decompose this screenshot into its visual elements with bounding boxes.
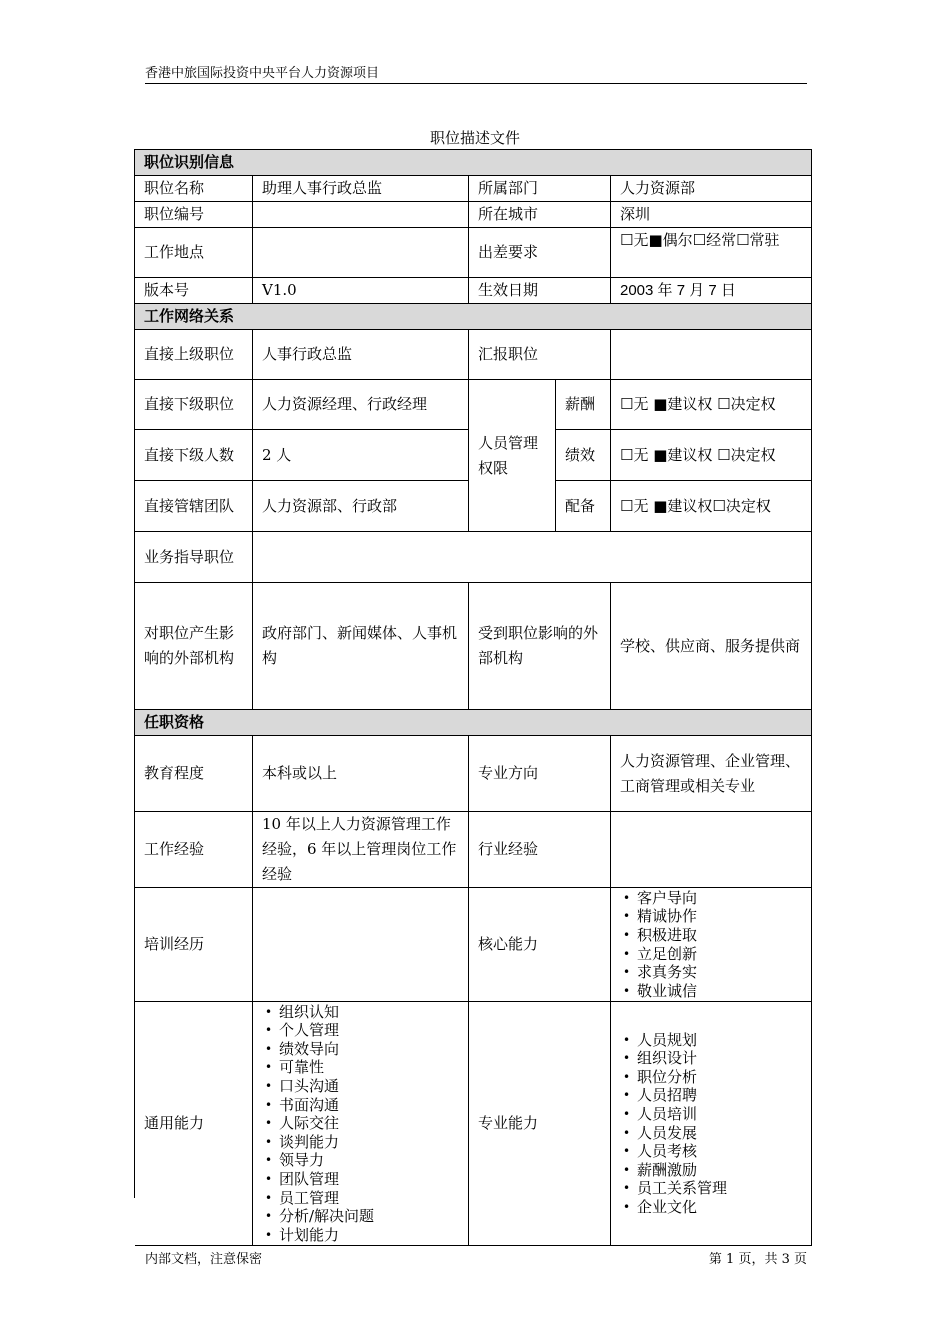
value-position-code [253, 202, 469, 228]
list-item: • 计划能力 [279, 1226, 374, 1245]
section-network: 工作网络关系 [135, 304, 812, 330]
label-core-competency: 核心能力 [469, 888, 611, 1002]
value-travel [611, 228, 812, 278]
value-performance: ☐无 ■建议权 ☐决定权 [611, 430, 812, 481]
list-item: • 团队管理 [279, 1170, 374, 1189]
document-title: 职位描述文件 [429, 129, 520, 147]
page-header: 香港中旅国际投资中央平台人力资源项目 [145, 66, 807, 84]
label-effective-date: 生效日期 [469, 278, 611, 304]
value-version: V1.0 [253, 278, 469, 304]
label-position-name: 职位名称 [135, 176, 253, 202]
footer-page-number: 第 1 页，共 3 页 [708, 1252, 807, 1267]
value-team: 人力资源部、行政部 [253, 481, 469, 532]
list-item: • 求真务实 [637, 963, 697, 982]
list-item: • 员工管理 [279, 1189, 374, 1208]
list-item: • 谈判能力 [279, 1133, 374, 1152]
value-subordinate-position: 人力资源经理、行政经理 [253, 380, 469, 430]
list-item: • 职位分析 [637, 1068, 727, 1087]
label-team: 直接管辖团队 [135, 481, 253, 532]
list-item: • 可靠性 [279, 1058, 374, 1077]
general-competency-list [262, 1003, 374, 1245]
list-item: • 分析/解决问题 [279, 1207, 374, 1226]
label-general-competency: 通用能力 [135, 1002, 253, 1246]
value-influence: 政府部门、新闻媒体、人事机构 [253, 583, 469, 710]
label-salary: 薪酬 [556, 380, 611, 430]
list-item: • 人员招聘 [637, 1086, 727, 1105]
label-education: 教育程度 [135, 736, 253, 812]
value-city: 深圳 [611, 202, 812, 228]
list-item: • 立足创新 [637, 945, 697, 964]
value-department: 人力资源部 [611, 176, 812, 202]
label-professional-competency: 专业能力 [469, 1002, 611, 1246]
travel-options: ☐无■偶尔☐经常☐常驻 [620, 231, 780, 249]
list-item: • 领导力 [279, 1151, 374, 1170]
list-item: • 组织设计 [637, 1049, 727, 1068]
core-competency-list [620, 889, 697, 1001]
value-affected: 学校、供应商、服务提供商 [611, 583, 812, 710]
value-position-name: 助理人事行政总监 [253, 176, 469, 202]
value-major: 人力资源管理、企业管理、工商管理或相关专业 [611, 736, 812, 812]
value-education: 本科或以上 [253, 736, 469, 812]
label-department: 所属部门 [469, 176, 611, 202]
list-item: • 薪酬激励 [637, 1161, 727, 1180]
value-general-competency [253, 1002, 469, 1246]
label-staffing: 配备 [556, 481, 611, 532]
value-report [611, 330, 812, 380]
value-core-competency [611, 888, 812, 1002]
list-item: • 人员培训 [637, 1105, 727, 1124]
list-item: • 书面沟通 [279, 1096, 374, 1115]
label-performance: 绩效 [556, 430, 611, 481]
list-item: • 口头沟通 [279, 1077, 374, 1096]
label-city: 所在城市 [469, 202, 611, 228]
label-superior: 直接上级职位 [135, 330, 253, 380]
label-report: 汇报职位 [469, 330, 611, 380]
list-item: • 人员发展 [637, 1124, 727, 1143]
label-version: 版本号 [135, 278, 253, 304]
list-item: • 组织认知 [279, 1003, 374, 1022]
value-staffing: ☐无 ■建议权☐决定权 [611, 481, 812, 532]
value-work-location [253, 228, 469, 278]
value-subordinate-count: 2 人 [253, 430, 469, 481]
list-item: • 客户导向 [637, 889, 697, 908]
section-identity: 职位识别信息 [135, 150, 812, 176]
label-industry: 行业经验 [469, 812, 611, 888]
value-experience: 10 年以上人力资源管理工作经验，6 年以上管理岗位工作经验 [253, 812, 469, 888]
list-item: • 积极进取 [637, 926, 697, 945]
list-item: • 人员规划 [637, 1031, 727, 1050]
list-item: • 人员考核 [637, 1142, 727, 1161]
label-subordinate-position: 直接下级职位 [135, 380, 253, 430]
list-item: • 精诚协作 [637, 907, 697, 926]
label-position-code: 职位编号 [135, 202, 253, 228]
professional-competency-list [620, 1031, 727, 1217]
label-training: 培训经历 [135, 888, 253, 1002]
list-item: • 企业文化 [637, 1198, 727, 1217]
value-training [253, 888, 469, 1002]
label-subordinate-count: 直接下级人数 [135, 430, 253, 481]
list-item: • 绩效导向 [279, 1040, 374, 1059]
value-effective-date: 2003 年 7 月 7 日 [611, 278, 812, 304]
list-item: • 敬业诚信 [637, 982, 697, 1001]
value-superior: 人事行政总监 [253, 330, 469, 380]
label-affected: 受到职位影响的外部机构 [469, 583, 611, 710]
list-item: • 人际交往 [279, 1114, 374, 1133]
list-item: • 员工关系管理 [637, 1179, 727, 1198]
label-authority: 人员管理权限 [469, 380, 556, 532]
value-industry [611, 812, 812, 888]
section-qualification: 任职资格 [135, 710, 812, 736]
label-major: 专业方向 [469, 736, 611, 812]
label-guidance: 业务指导职位 [135, 532, 253, 583]
footer-confidential: 内部文档，注意保密 [145, 1252, 263, 1267]
label-work-location: 工作地点 [135, 228, 253, 278]
list-item: • 个人管理 [279, 1021, 374, 1040]
value-guidance [253, 532, 812, 583]
job-description-table [134, 149, 812, 1244]
label-travel: 出差要求 [469, 228, 611, 278]
value-salary: ☐无 ■建议权 ☐决定权 [611, 380, 812, 430]
value-professional-competency [611, 1002, 812, 1246]
label-influence: 对职位产生影响的外部机构 [135, 583, 253, 710]
label-experience: 工作经验 [135, 812, 253, 888]
